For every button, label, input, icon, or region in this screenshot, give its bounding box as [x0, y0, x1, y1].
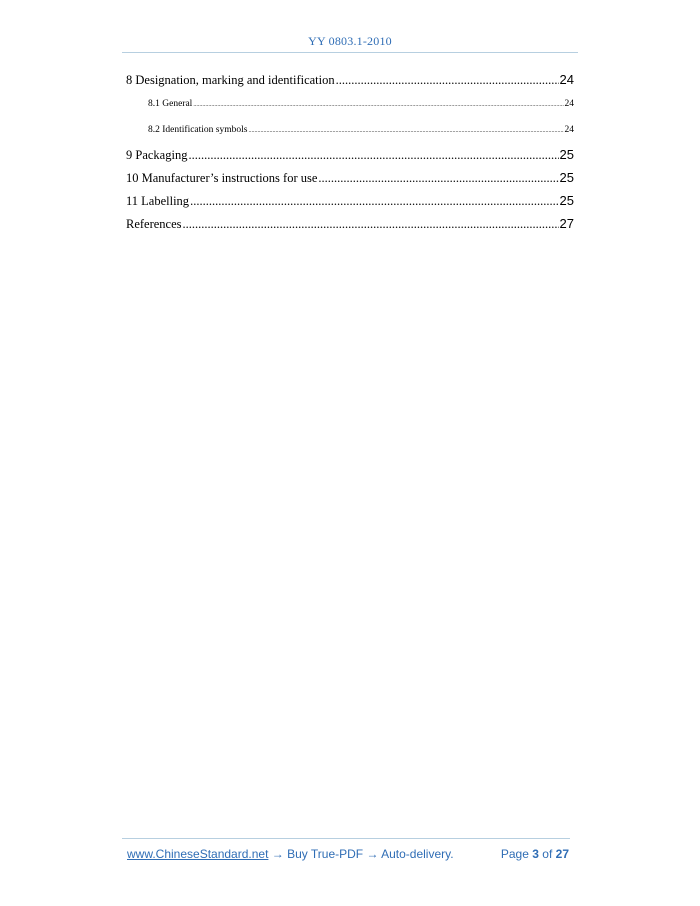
toc-entry[interactable]: [126, 143, 574, 166]
toc-dot-leader: [248, 118, 563, 143]
toc-entry[interactable]: [126, 212, 574, 235]
toc-entry-page: 27: [559, 216, 574, 231]
current-page-number: 3: [532, 847, 539, 861]
toc-dot-leader: [188, 144, 558, 166]
toc-dot-leader: [183, 213, 559, 235]
toc-entry-label: 8.2 Identification symbols: [148, 125, 248, 135]
website-link[interactable]: www.ChineseStandard.net: [127, 847, 269, 861]
of-word: of: [542, 847, 553, 861]
page-indicator: [501, 847, 569, 861]
footer-tagline: → Buy True-PDF → Auto-delivery.: [268, 847, 454, 861]
footer-promo: [127, 847, 454, 861]
total-pages-number: 27: [555, 847, 569, 861]
toc-entry[interactable]: [126, 166, 574, 189]
toc-entry-page: 25: [559, 193, 574, 208]
toc-entry-page: 24: [559, 72, 574, 87]
toc-entry-page: 24: [564, 99, 574, 109]
page-footer: [127, 847, 569, 861]
toc-subentry[interactable]: [126, 117, 574, 143]
toc-entry-page: 24: [564, 125, 574, 135]
footer-divider: [122, 838, 570, 839]
toc-entry-page: 25: [559, 170, 574, 185]
toc-dot-leader: [318, 167, 558, 189]
header-divider: [122, 52, 578, 53]
page-word: Page: [500, 847, 529, 861]
toc-dot-leader: [190, 190, 558, 212]
toc-entry-label: References: [126, 217, 182, 231]
toc-entry-label: 9 Packaging: [126, 148, 188, 162]
table-of-contents: [126, 68, 574, 235]
toc-entry-label: 11 Labelling: [126, 194, 190, 208]
toc-dot-leader: [193, 92, 563, 117]
toc-entry[interactable]: [126, 68, 574, 91]
toc-subentry[interactable]: [126, 91, 574, 117]
toc-entry-label: 10 Manufacturer’s instructions for use: [126, 171, 318, 185]
toc-entry-label: 8 Designation, marking and identification: [126, 73, 335, 87]
toc-entry-page: 25: [559, 147, 574, 162]
toc-dot-leader: [336, 69, 559, 91]
running-header-title: YY 0803.1-2010: [308, 34, 392, 48]
toc-entry-label: 8.1 General: [148, 99, 193, 109]
toc-entry[interactable]: [126, 189, 574, 212]
